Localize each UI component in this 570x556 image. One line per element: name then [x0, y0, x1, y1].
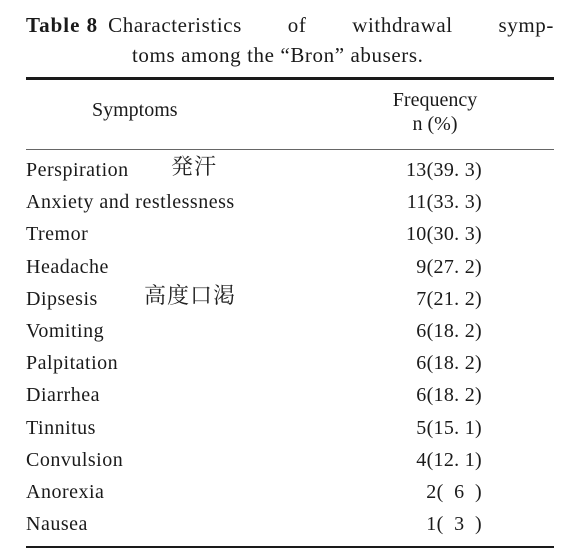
symptom-name: Anxiety and restlessness: [26, 191, 235, 214]
table-row: [26, 283, 554, 315]
column-header-frequency: [370, 88, 500, 136]
table-row: [26, 444, 554, 476]
top-rule: [26, 77, 554, 80]
header-rule: [26, 149, 554, 150]
frequency-cell: 1( 3 ): [426, 513, 482, 536]
caption-word: Characteristics: [108, 13, 242, 37]
symptom-cell: [26, 186, 235, 218]
symptom-cell: [26, 347, 118, 379]
symptom-cell: [26, 476, 104, 508]
frequency-header-line-1: Frequency: [392, 89, 478, 111]
table-caption: [26, 10, 554, 70]
symptom-cell: [26, 283, 237, 315]
symptom-name: Nausea: [26, 513, 88, 536]
table-row: [26, 508, 554, 540]
table-label: Table 8: [26, 13, 99, 37]
frequency-cell: 9(27. 2): [416, 255, 482, 278]
caption-line-2: toms among the “Bron” abusers.: [132, 43, 424, 67]
symptom-cell: [26, 315, 104, 347]
symptom-cell: [26, 251, 109, 283]
symptom-name: Dipsesis: [26, 287, 98, 310]
symptom-cell: [26, 154, 218, 186]
symptom-name: Diarrhea: [26, 384, 100, 407]
symptom-cell: [26, 508, 88, 540]
frequency-cell: 13(39. 3): [405, 159, 482, 181]
frequency-header-line-2: n (%): [412, 113, 458, 135]
frequency-cell: 4(12. 1): [416, 448, 482, 471]
symptom-name: Headache: [26, 255, 109, 278]
caption-word: withdrawal: [352, 13, 453, 37]
table-row: [26, 315, 554, 347]
caption-word: of: [287, 13, 307, 37]
table-row: [26, 154, 554, 186]
symptom-name: Palpitation: [26, 352, 119, 375]
caption-first-segment: [26, 10, 242, 40]
column-header-symptoms: Symptoms: [92, 99, 178, 121]
symptom-cell: [26, 444, 123, 476]
symptom-name: Anorexia: [26, 480, 105, 503]
symptom-cell: [26, 218, 88, 250]
table-row: [26, 347, 554, 379]
symptom-name: Perspiration: [26, 159, 129, 181]
japanese-annotation: 発汗: [171, 155, 218, 180]
table-row: [26, 412, 554, 444]
symptom-cell: [26, 379, 100, 411]
japanese-annotation: 高度口渇: [144, 283, 237, 309]
frequency-cell: 2( 6 ): [426, 480, 482, 503]
table-row: [26, 379, 554, 411]
table-row: [26, 218, 554, 250]
frequency-cell: 6(18. 2): [416, 352, 482, 375]
frequency-cell: 11(33. 3): [406, 191, 482, 214]
caption-word: symp-: [498, 13, 554, 37]
caption-line-1: [26, 10, 554, 40]
frequency-cell: 6(18. 2): [416, 319, 482, 342]
table-row: [26, 476, 554, 508]
table-body: [26, 154, 554, 540]
frequency-cell: 7(21. 2): [416, 287, 482, 310]
frequency-cell: 6(18. 2): [416, 384, 482, 407]
symptom-cell: [26, 412, 96, 444]
symptom-name: Convulsion: [26, 448, 124, 471]
table-row: [26, 251, 554, 283]
symptom-name: Tremor: [26, 223, 89, 246]
frequency-cell: 10(30. 3): [405, 223, 482, 246]
bottom-rule: [26, 546, 554, 548]
table-row: [26, 186, 554, 218]
symptom-name: Tinnitus: [26, 416, 96, 439]
symptom-name: Vomiting: [26, 319, 105, 342]
frequency-cell: 5(15. 1): [416, 416, 482, 439]
